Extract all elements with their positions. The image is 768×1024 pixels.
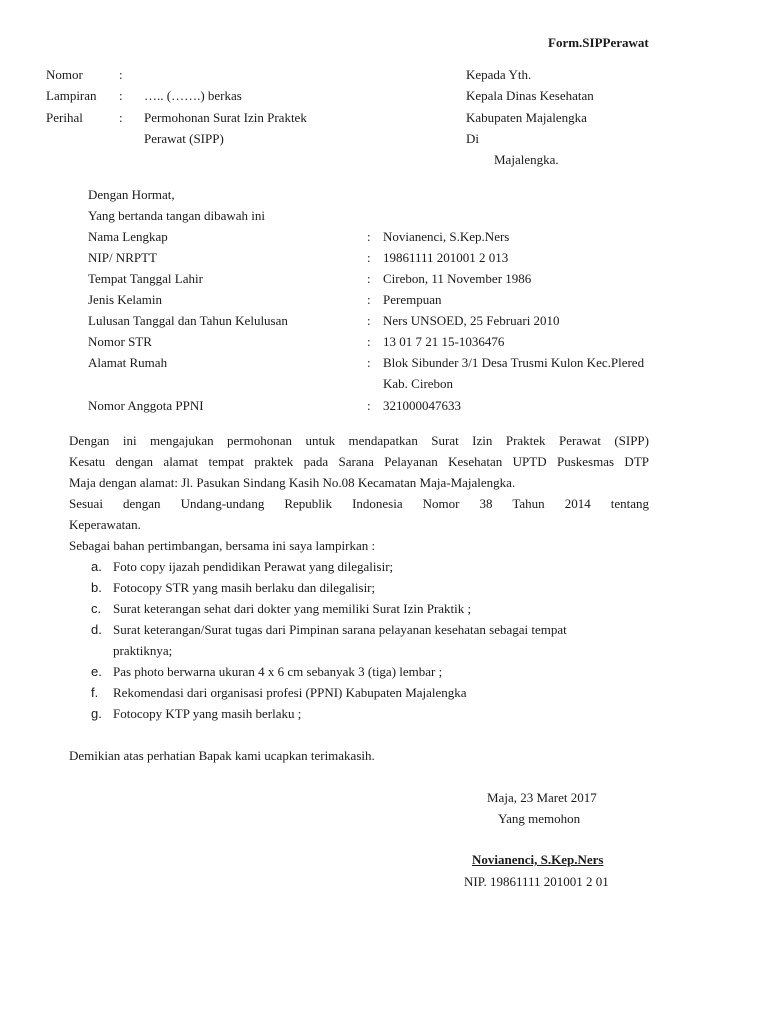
- signature-place-date: Maja, 23 Maret 2017: [487, 790, 597, 805]
- header-label-nomor: Nomor: [46, 67, 83, 82]
- recipient-line: Kepada Yth.: [466, 67, 532, 82]
- body-line: Kesatu dengan alamat tempat praktek pada Sarana Pelayanan Kesehatan UPTD Puskesmas DTP: [69, 454, 649, 469]
- identity-label: Nama Lengkap: [88, 229, 168, 244]
- signature-role: Yang memohon: [498, 811, 581, 826]
- identity-label: Nomor Anggota PPNI: [88, 398, 204, 413]
- identity-colon: :: [367, 334, 371, 349]
- list-marker: d.: [91, 622, 102, 637]
- list-item: Fotocopy STR yang masih berlaku dan dilegalisir;: [113, 580, 376, 595]
- identity-label: Nomor STR: [88, 334, 152, 349]
- identity-colon: :: [367, 271, 371, 286]
- list-marker: e.: [91, 664, 102, 679]
- identity-label: Tempat Tanggal Lahir: [88, 271, 203, 286]
- greeting: Dengan Hormat,: [88, 187, 175, 202]
- header-colon: :: [119, 110, 123, 125]
- closing-line: Demikian atas perhatian Bapak kami ucapkan terimakasih.: [69, 748, 375, 763]
- list-marker: a.: [91, 559, 102, 574]
- list-marker: b.: [91, 580, 102, 595]
- identity-colon: :: [367, 250, 371, 265]
- recipient-line: Di: [466, 131, 479, 146]
- header-colon: :: [119, 67, 123, 82]
- list-marker: c.: [91, 601, 102, 616]
- body-line: Maja dengan alamat: Jl. Pasukan Sindang Kasih No.08 Kecamatan Maja-Majalengka.: [69, 475, 516, 490]
- list-marker: f.: [91, 685, 99, 700]
- identity-value: Perempuan: [383, 292, 442, 307]
- recipient-line: Kepala Dinas Kesehatan: [466, 88, 594, 103]
- identity-colon: :: [367, 229, 371, 244]
- header-value-lampiran: ….. (…….) berkas: [144, 88, 242, 103]
- recipient-line: Majalengka.: [494, 152, 559, 167]
- header-value-perihal-cont: Perawat (SIPP): [144, 131, 224, 146]
- header-value-perihal: Permohonan Surat Izin Praktek: [144, 110, 307, 125]
- list-item: Rekomendasi dari organisasi profesi (PPNI) Kabupaten Majalengka: [113, 685, 467, 700]
- identity-value: 321000047633: [383, 398, 461, 413]
- identity-label: Alamat Rumah: [88, 355, 168, 370]
- identity-value: Cirebon, 11 November 1986: [383, 271, 532, 286]
- identity-value: Blok Sibunder 3/1 Desa Trusmi Kulon Kec.Plered: [383, 355, 645, 370]
- identity-colon: :: [367, 292, 371, 307]
- list-item: Foto copy ijazah pendidikan Perawat yang dilegalisir;: [113, 559, 394, 574]
- list-item-cont: praktiknya;: [113, 643, 173, 658]
- identity-colon: :: [367, 398, 371, 413]
- signature-nip: NIP. 19861111 201001 2 01: [464, 874, 609, 889]
- list-item: Surat keterangan/Surat tugas dari Pimpinan sarana pelayanan kesehatan sebagai tempat: [113, 622, 567, 637]
- identity-colon: :: [367, 313, 371, 328]
- body-line: Sebagai bahan pertimbangan, bersama ini saya lampirkan :: [69, 538, 376, 553]
- signature-name: Novianenci, S.Kep.Ners: [472, 852, 604, 867]
- header-label-perihal: Perihal: [46, 110, 83, 125]
- identity-colon: :: [367, 355, 371, 370]
- header-colon: :: [119, 88, 123, 103]
- intro-line: Yang bertanda tangan dibawah ini: [88, 208, 266, 223]
- list-marker: g.: [91, 706, 102, 721]
- identity-value: 13 01 7 21 15-1036476: [383, 334, 505, 349]
- identity-value: Novianenci, S.Kep.Ners: [383, 229, 510, 244]
- header-label-lampiran: Lampiran: [46, 88, 97, 103]
- identity-value: 19861111 201001 2 013: [383, 250, 509, 265]
- recipient-line: Kabupaten Majalengka: [466, 110, 587, 125]
- identity-label: Lulusan Tanggal dan Tahun Kelulusan: [88, 313, 288, 328]
- body-line: Keperawatan.: [69, 517, 141, 532]
- identity-label: Jenis Kelamin: [88, 292, 163, 307]
- identity-value: Ners UNSOED, 25 Februari 2010: [383, 313, 560, 328]
- form-code: Form.SIPPerawat: [548, 35, 649, 50]
- list-item: Surat keterangan sehat dari dokter yang memiliki Surat Izin Praktik ;: [113, 601, 472, 616]
- list-item: Fotocopy KTP yang masih berlaku ;: [113, 706, 302, 721]
- list-item: Pas photo berwarna ukuran 4 x 6 cm sebanyak 3 (tiga) lembar ;: [113, 664, 443, 679]
- identity-value-cont: Kab. Cirebon: [383, 376, 454, 391]
- body-line: Dengan ini mengajukan permohonan untuk mendapatkan Surat Izin Praktek Perawat (SIPP): [69, 433, 649, 448]
- body-line: Sesuai dengan Undang-undang Republik Indonesia Nomor 38 Tahun 2014 tentang: [69, 496, 649, 511]
- identity-label: NIP/ NRPTT: [88, 250, 157, 265]
